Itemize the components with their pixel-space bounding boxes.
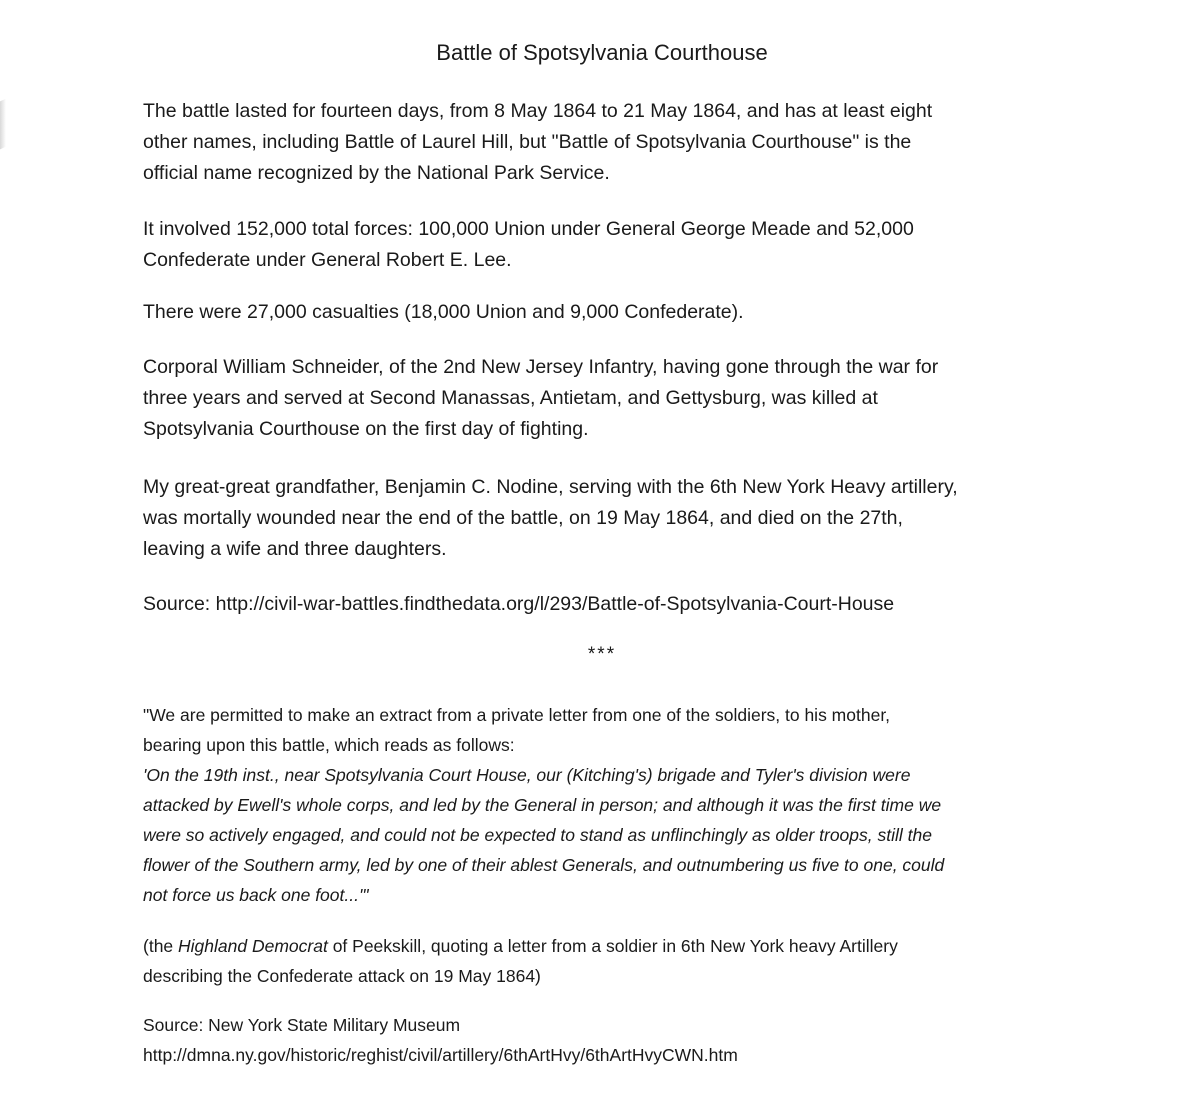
paragraph-forces [143, 214, 1083, 276]
text-line: official name recognized by the National Park Service. [143, 162, 610, 184]
quote-block [143, 700, 1083, 910]
text-line: There were 27,000 casualties (18,000 Union and 9,000 Confederate). [143, 301, 744, 323]
source-citation-1 [143, 589, 1083, 620]
quote-italic-line: flower of the Southern army, led by one of their ablest Generals, and outnumbering us five to one, could [143, 855, 945, 875]
text-line: It involved 152,000 total forces: 100,000 Union under General George Meade and 52,000 [143, 218, 914, 240]
quote-attribution [143, 931, 1083, 991]
text-line: My great-great grandfather, Benjamin C. Nodine, serving with the 6th New York Heavy artillery, [143, 476, 958, 498]
attribution-rest: of Peekskill, quoting a letter from a soldier in 6th New York heavy Artillery [327, 936, 898, 956]
quote-italic-line: were so actively engaged, and could not be expected to stand as unflinchingly as older troops, still the [143, 825, 932, 845]
section-separator: *** [587, 644, 617, 665]
source-citation-2 [143, 1010, 1083, 1070]
paragraph-nodine [143, 472, 1083, 565]
quote-italic-line: 'On the 19th inst., near Spotsylvania Court House, our (Kitching's) brigade and Tyler's division were [143, 765, 911, 785]
text-line: Confederate under General Robert E. Lee. [143, 249, 512, 271]
text-line: other names, including Battle of Laurel Hill, but "Battle of Spotsylvania Courthouse" is the [143, 131, 912, 153]
quote-italic-line: attacked by Ewell's whole corps, and led by the General in person; and although it was the first time we [143, 795, 942, 815]
source-line: Source: http://civil-war-battles.findthedata.org/l/293/Battle-of-Spotsylvania-Court-House [143, 593, 895, 615]
paragraph-schneider [143, 352, 1083, 445]
text-line: leaving a wife and three daughters. [143, 538, 447, 560]
text-line: Spotsylvania Courthouse on the first day of fighting. [143, 418, 589, 440]
paragraph-casualties [143, 297, 1083, 328]
source-line: Source: New York State Military Museum [143, 1015, 461, 1035]
quote-intro-line: "We are permitted to make an extract from a private letter from one of the soldiers, to his mother, [143, 705, 891, 725]
text-line: was mortally wounded near the end of the battle, on 19 May 1864, and died on the 27th, [143, 507, 903, 529]
attribution-line: describing the Confederate attack on 19 May 1864) [143, 966, 541, 986]
document-title: Battle of Spotsylvania Courthouse [436, 40, 768, 65]
newspaper-name: Highland Democrat [178, 936, 328, 956]
attribution-prefix: (the [143, 936, 179, 956]
scan-edge-mark [0, 99, 6, 150]
quote-italic-line: not force us back one foot...'" [143, 885, 369, 905]
text-line: three years and served at Second Manassas, Antietam, and Gettysburg, was killed at [143, 387, 878, 409]
attribution-line [143, 931, 1083, 961]
quote-intro-line: bearing upon this battle, which reads as follows: [143, 735, 515, 755]
text-line: The battle lasted for fourteen days, from 8 May 1864 to 21 May 1864, and has at least eight [143, 100, 933, 122]
paragraph-battle-duration [143, 96, 1083, 189]
source-url-line: http://dmna.ny.gov/historic/reghist/civil/artillery/6thArtHvy/6thArtHvyCWN.htm [143, 1045, 738, 1065]
text-line: Corporal William Schneider, of the 2nd New Jersey Infantry, having gone through the war for [143, 356, 939, 378]
